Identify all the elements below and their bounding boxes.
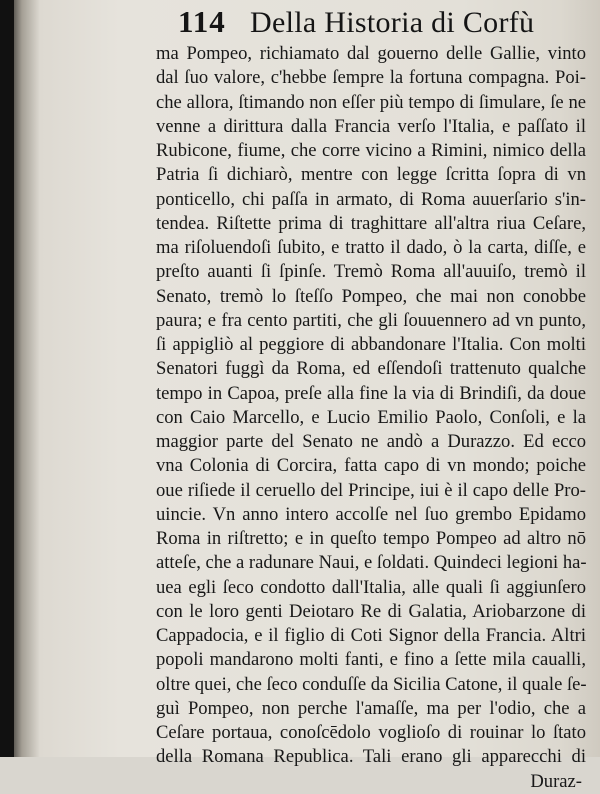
- page-header: [178, 4, 598, 44]
- text-line: ma Pompeo, richiamato dal gouerno delle Gallie, vinto: [156, 43, 586, 64]
- binding-gutter: [0, 0, 14, 757]
- page-number: 114: [178, 4, 226, 39]
- text-line: Senato, tremò lo ſteſſo Pompeo, che mai non conobbe: [156, 285, 586, 307]
- text-line: Roma in riſtretto; e in queſto tempo Pompeo ad altro nō: [156, 528, 586, 549]
- running-title: Della Historia di Corfù: [250, 6, 535, 39]
- text-line: ponticello, chi paſſa in armato, di Roma auuerſario s'in-: [156, 188, 586, 210]
- text-line: maggior parte del Senato ne andò a Durazzo. Ed ecco: [156, 431, 586, 452]
- body-text: [156, 42, 586, 794]
- text-line: Senatori fuggì da Roma, ed eſſendoſi trattenuto qualche: [156, 358, 586, 380]
- text-line: popoli mandarono molti fanti, e fino a ſette mila caualli,: [156, 649, 586, 671]
- text-line: Rubicone, fiume, che corre vicino a Rimini, nimico della: [156, 140, 586, 161]
- text-line: uincie. Vn anno intero accolſe nel ſuo grembo Epidamo: [156, 503, 586, 525]
- catchword: Duraz-: [530, 770, 582, 792]
- text-line: Patria ſi dichiarò, mentre con legge ſcritta ſopra di vn: [156, 164, 586, 186]
- text-line: Cappadocia, e il figlio di Coti Signor della Francia. Altri: [156, 625, 586, 646]
- text-line: guì Pompeo, non perche l'amaſſe, ma per l'odio, che a: [156, 697, 586, 719]
- text-line: vna Colonia di Corcira, fatta capo di vn mondo; poiche: [156, 455, 586, 477]
- text-line: tempo in Capoa, preſe alla fine la via di Brindiſi, da doue: [156, 382, 586, 404]
- text-line: Ceſare portaua, conoſcēdolo voglioſo di rouinar lo ſtato: [156, 722, 586, 743]
- text-line: con Caio Marcello, e Lucio Emilio Paolo, Conſoli, e la: [156, 406, 586, 428]
- text-line: oue riſiede il ceruello del Principe, iui è il capo delle Pro-: [156, 479, 586, 501]
- text-line: dal ſuo valore, c'hebbe ſempre la fortuna compagna. Poi-: [156, 67, 586, 89]
- text-line: oltre quei, che ſeco conduſſe da Sicilia Catone, il quale ſe-: [156, 673, 587, 695]
- text-line: atteſe, che a radunare Naui, e ſoldati. Quindeci legioni ha-: [156, 552, 587, 574]
- text-line: che allora, ſtimando non eſſer più tempo di ſimulare, ſe ne: [156, 91, 586, 113]
- text-line: ma riſoluendoſi ſubito, e tratto il dado, ò la carta, diſſe, e: [156, 237, 586, 258]
- text-line: della Romana Republica. Tali erano gli apparecchi di: [156, 746, 586, 768]
- text-line: tendea. Riſtette prima di traghittare all'altra riua Ceſare,: [156, 212, 586, 234]
- text-line: preſto auanti ſi ſpinſe. Tremò Roma all'auuiſo, tremò il: [156, 261, 586, 283]
- text-line: con le loro genti Deiotaro Re di Galatia, Ariobarzone di: [156, 600, 586, 622]
- text-line: paura; e fra cento partiti, che gli ſouuennero ad vn punto,: [156, 309, 586, 331]
- text-line: venne a dirittura dalla Francia verſo l'Italia, e paſſato il: [156, 115, 586, 137]
- text-line: uea egli ſeco condotto dall'Italia, alle quali ſi aggiunſero: [156, 576, 586, 598]
- text-line: ſi appigliò al peggiore di abbandonare l'Italia. Con molti: [156, 334, 586, 355]
